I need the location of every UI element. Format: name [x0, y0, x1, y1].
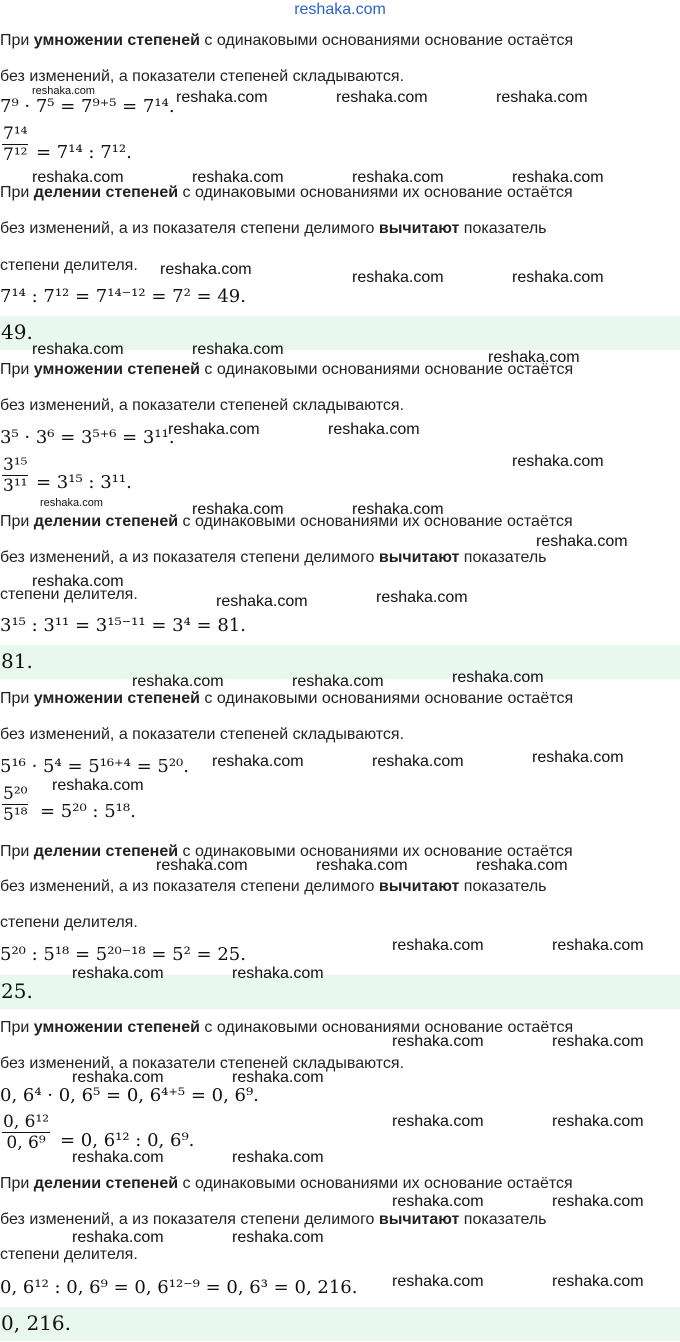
multiplication-rule-line-1: При умножении степеней с одинаковыми основаниями основание остаётся — [0, 1019, 574, 1036]
watermark: reshaka.com — [376, 589, 468, 606]
bold-term: вычитают — [378, 220, 460, 237]
watermark: reshaka.com — [72, 1069, 164, 1086]
division-rule-line-2: без изменений, а из показателя степени делимого вычитают показатель — [0, 549, 547, 566]
division-rule-line-3: степени делителя. — [0, 257, 138, 274]
watermark: reshaka.com — [512, 169, 604, 186]
watermark: reshaka.com — [216, 593, 308, 610]
division-rule-line-1: При делении степеней с одинаковыми основаниями их основание остаётся — [0, 1175, 573, 1192]
bold-term: умножении степеней — [33, 690, 200, 707]
watermark: reshaka.com — [536, 533, 628, 550]
watermark: reshaka.com — [292, 673, 384, 690]
watermark: reshaka.com — [336, 89, 428, 106]
multiplication-rule-line-1: При умножении степеней с одинаковыми основаниями основание остаётся — [0, 361, 574, 378]
fraction — [2, 784, 28, 825]
bold-term: вычитают — [378, 1211, 460, 1228]
bold-term: делении степеней — [33, 843, 179, 860]
watermark: reshaka.com — [352, 269, 444, 286]
watermark: reshaka.com — [32, 573, 124, 590]
fraction — [2, 455, 28, 496]
watermark: reshaka.com — [192, 169, 284, 186]
fraction-denominator: 0, 6⁹ — [6, 1133, 46, 1153]
equation-quotient: 5²⁰ : 5¹⁸ = 5²⁰⁻¹⁸ = 5² = 25. — [0, 944, 246, 965]
division-rule-line-1: При делении степеней с одинаковыми основаниями их основание остаётся — [0, 513, 573, 530]
watermark: reshaka.com — [392, 1193, 484, 1210]
watermark: reshaka.com — [192, 341, 284, 358]
watermark: reshaka.com — [156, 857, 248, 874]
watermark: reshaka.com — [176, 89, 268, 106]
bold-term: умножении степеней — [33, 1019, 200, 1036]
watermark: reshaka.com — [532, 749, 624, 766]
equation-product: 0, 6⁴ · 0, 6⁵ = 0, 6⁴⁺⁵ = 0, 6⁹. — [0, 1085, 259, 1106]
equation-quotient: 0, 6¹² : 0, 6⁹ = 0, 6¹²⁻⁹ = 0, 6³ = 0, 216. — [0, 1277, 358, 1298]
division-rule-line-2: без изменений, а из показателя степени делимого вычитают показатель — [0, 878, 547, 895]
equation-quotient: 3¹⁵ : 3¹¹ = 3¹⁵⁻¹¹ = 3⁴ = 81. — [0, 615, 246, 636]
equation-product: 3⁵ · 3⁶ = 3⁵⁺⁶ = 3¹¹. — [0, 427, 175, 448]
watermark: reshaka.com — [232, 1149, 324, 1166]
fraction-equality: = 0, 6¹² : 0, 6⁹. — [60, 1130, 195, 1151]
watermark: reshaka.com — [32, 85, 95, 97]
fraction-equality: = 7¹⁴ : 7¹². — [36, 142, 132, 163]
fraction-numerator: 3¹⁵ — [3, 455, 28, 475]
watermark: reshaka.com — [512, 453, 604, 470]
division-rule-line-2: без изменений, а из показателя степени делимого вычитают показатель — [0, 220, 547, 237]
equation-product: 5¹⁶ · 5⁴ = 5¹⁶⁺⁴ = 5²⁰. — [0, 756, 189, 777]
watermark: reshaka.com — [40, 497, 103, 509]
equation-quotient: 7¹⁴ : 7¹² = 7¹⁴⁻¹² = 7² = 49. — [0, 286, 246, 307]
watermark: reshaka.com — [392, 937, 484, 954]
multiplication-rule-line-1: При умножении степеней с одинаковыми основаниями основание остаётся — [0, 690, 574, 707]
division-rule-line-3: степени делителя. — [0, 914, 138, 931]
bold-term: вычитают — [378, 878, 460, 895]
division-rule-line-1: При делении степеней с одинаковыми основаниями их основание остаётся — [0, 184, 573, 201]
fraction-numerator: 7¹⁴ — [3, 124, 28, 144]
multiplication-rule-line-2: без изменений, а показатели степеней складываются. — [0, 726, 405, 743]
watermark: reshaka.com — [552, 1193, 644, 1210]
watermark: reshaka.com — [512, 269, 604, 286]
watermark: reshaka.com — [132, 673, 224, 690]
fraction-numerator: 5²⁰ — [3, 784, 28, 804]
watermark: reshaka.com — [392, 1113, 484, 1130]
watermark: reshaka.com — [72, 1229, 164, 1246]
fraction-denominator: 7¹² — [3, 145, 28, 165]
watermark: reshaka.com — [212, 753, 304, 770]
bold-term: умножении степеней — [33, 32, 200, 49]
site-link[interactable]: reshaka.com — [294, 1, 386, 18]
equation-product: 7⁹ · 7⁵ = 7⁹⁺⁵ = 7¹⁴. — [0, 96, 175, 117]
multiplication-rule-line-2: без изменений, а показатели степеней складываются. — [0, 1055, 405, 1072]
bold-term: делении степеней — [33, 1175, 179, 1192]
answer-box — [0, 1307, 680, 1341]
fraction-equality: = 5²⁰ : 5¹⁸. — [40, 801, 136, 822]
watermark: reshaka.com — [476, 857, 568, 874]
fraction-equality: = 3¹⁵ : 3¹¹. — [36, 472, 132, 493]
watermark: reshaka.com — [488, 349, 580, 366]
watermark: reshaka.com — [32, 169, 124, 186]
watermark: reshaka.com — [452, 669, 544, 686]
bold-term: делении степеней — [33, 184, 179, 201]
watermark: reshaka.com — [552, 937, 644, 954]
watermark: reshaka.com — [192, 501, 284, 518]
fraction-denominator: 3¹¹ — [3, 476, 28, 496]
watermark: reshaka.com — [552, 1273, 644, 1290]
fraction — [2, 124, 28, 165]
watermark: reshaka.com — [552, 1113, 644, 1130]
watermark: reshaka.com — [496, 89, 588, 106]
multiplication-rule-line-2: без изменений, а показатели степеней складываются. — [0, 68, 405, 85]
watermark: reshaka.com — [352, 501, 444, 518]
fraction — [2, 1112, 50, 1153]
answer-value: 49. — [1, 320, 33, 344]
division-rule-line-1: При делении степеней с одинаковыми основаниями их основание остаётся — [0, 843, 573, 860]
watermark: reshaka.com — [72, 965, 164, 982]
watermark: reshaka.com — [352, 169, 444, 186]
watermark: reshaka.com — [392, 1033, 484, 1050]
answer-value: 0, 216. — [1, 1311, 71, 1335]
watermark: reshaka.com — [316, 857, 408, 874]
watermark: reshaka.com — [328, 421, 420, 438]
multiplication-rule-line-2: без изменений, а показатели степеней складываются. — [0, 397, 405, 414]
watermark: reshaka.com — [372, 753, 464, 770]
bold-term: вычитают — [378, 549, 460, 566]
multiplication-rule-line-1: При умножении степеней с одинаковыми основаниями основание остаётся — [0, 32, 574, 49]
watermark: reshaka.com — [72, 1149, 164, 1166]
division-rule-line-2: без изменений, а из показателя степени делимого вычитают показатель — [0, 1211, 547, 1228]
watermark: reshaka.com — [168, 421, 260, 438]
watermark: reshaka.com — [160, 261, 252, 278]
division-rule-line-3: степени делителя. — [0, 586, 138, 603]
answer-value: 81. — [1, 649, 33, 673]
watermark: reshaka.com — [52, 777, 144, 794]
watermark: reshaka.com — [392, 1273, 484, 1290]
bold-term: делении степеней — [33, 513, 179, 530]
division-rule-line-3: степени делителя. — [0, 1246, 138, 1263]
watermark: reshaka.com — [232, 965, 324, 982]
answer-value: 25. — [1, 979, 33, 1003]
bold-term: умножении степеней — [33, 361, 200, 378]
watermark: reshaka.com — [232, 1069, 324, 1086]
watermark: reshaka.com — [32, 341, 124, 358]
fraction-numerator: 0, 6¹² — [3, 1112, 50, 1132]
watermark: reshaka.com — [552, 1033, 644, 1050]
fraction-denominator: 5¹⁸ — [3, 805, 28, 825]
watermark: reshaka.com — [232, 1229, 324, 1246]
